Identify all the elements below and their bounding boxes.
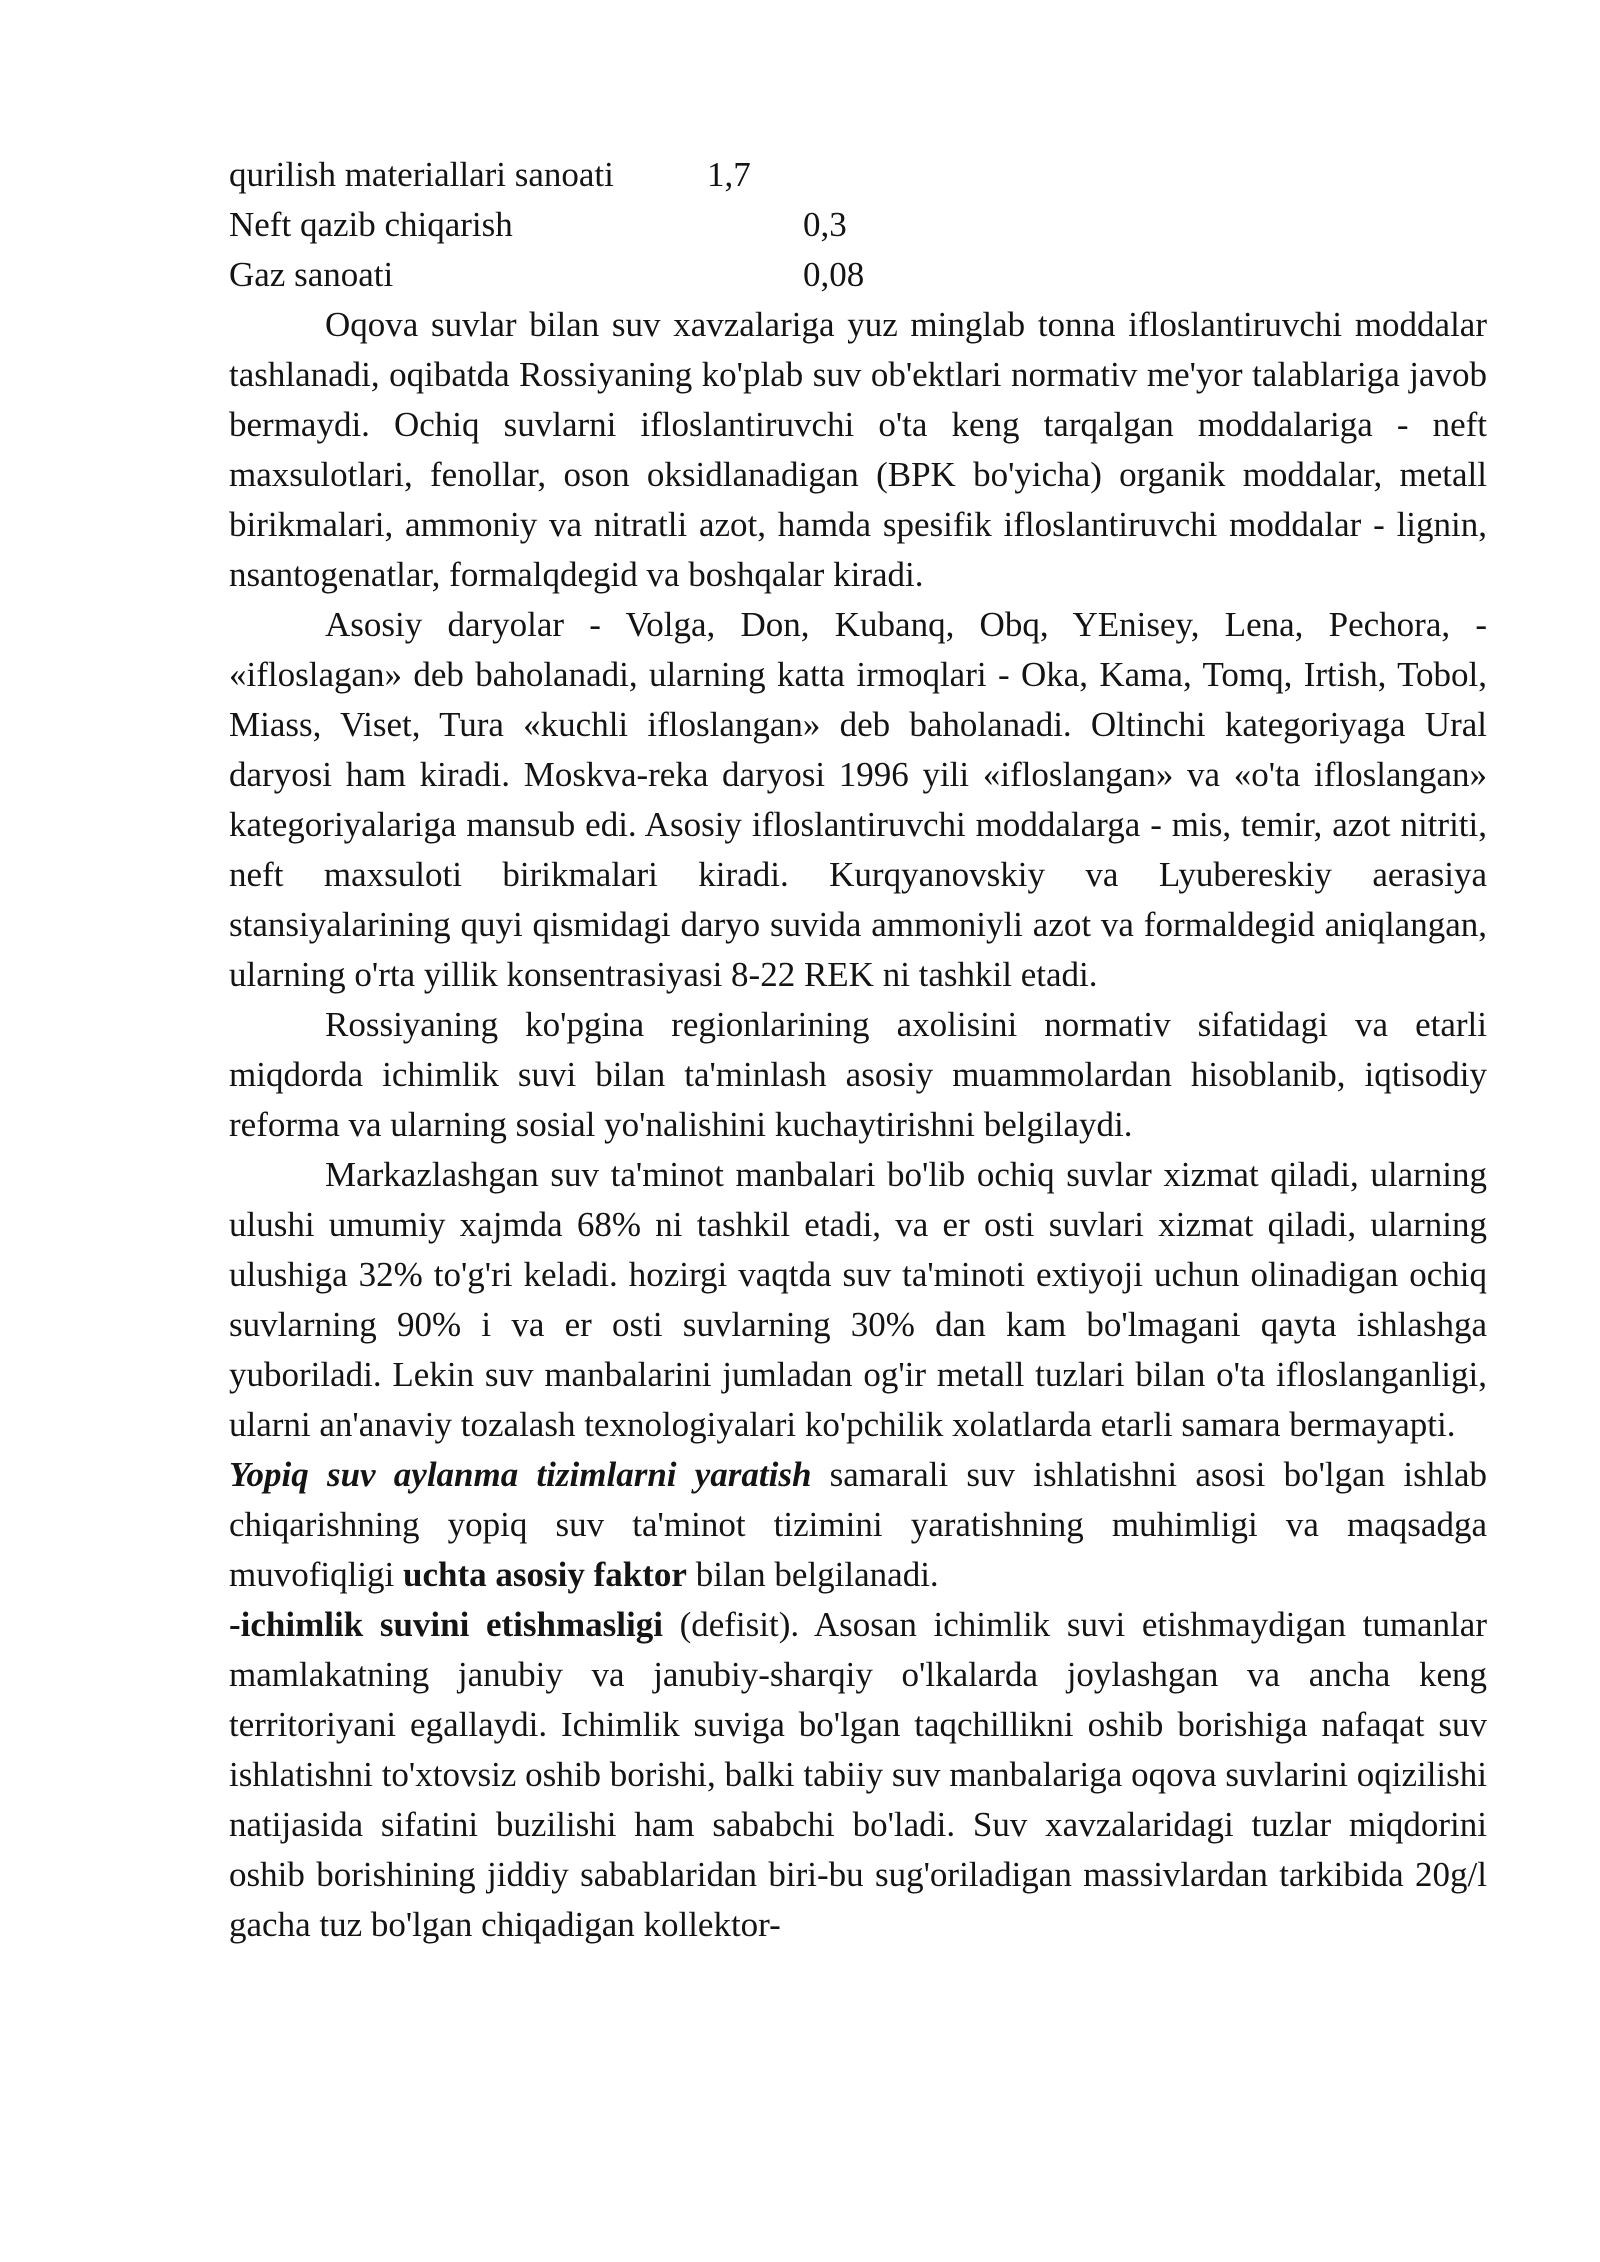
table-row: [229, 250, 1487, 300]
paragraph-water-supply: Markazlashgan suv ta'minot manbalari bo'lib ochiq suvlar xizmat qiladi, ularning ulushi umumiy xajmda 68% ni tashkil etadi, va er osti suvlari xizmat qiladi, ularning ulushiga 32% to'g'ri keladi. hozirgi vaqtda suv ta'minoti extiyoji uchun olinadigan ochiq suvlarning 90% i va er osti suvlarning 30% dan kam bo'lmagani qayta ishlashga yuboriladi. Lekin suv manbalarini jumladan og'ir metall tuzlari bilan o'ta ifloslanganligi, ularni an'anaviy tozalash texnologiyalari ko'pchilik xolatlarda etarli samara bermayapti.: [229, 1155, 1487, 1444]
paragraph-deficit: [229, 1600, 1487, 1950]
paragraph-wastewater: Oqova suvlar bilan suv xavzalariga yuz minglab tonna ifloslantiruvchi moddalar tashlanadi, oqibatda Rossiyaning ko'plab suv ob'ektlari normativ me'yor talablariga javob bermaydi. Ochiq suvlarni ifloslantiruvchi o'ta keng tarqalgan moddalariga - neft maxsulotlari, fenollar, oson oksidlanadigan (BPK bo'yicha) organik moddalar, metall birikmalari, ammoniy va nitratli azot, hamda spesifik ifloslantiruvchi moddalar - lignin, nsantogenatlar, formalqdegid va boshqalar kiradi.: [229, 305, 1487, 594]
row-label: Neft qazib chiqarish: [229, 205, 513, 244]
table-row: [229, 150, 1487, 200]
row-value: 0,3: [803, 205, 847, 244]
paragraph-closed-systems: [229, 1450, 1487, 1600]
row-label: qurilish materiallari sanoati: [229, 155, 614, 194]
emphasis-bold: uchta asosiy faktor: [403, 1555, 687, 1594]
document-page: [229, 150, 1487, 1950]
paragraph-text: samarali suv ishlatishni asosi bo'lgan ishlab chiqarishning yopiq suv ta'minot tizimini yaratishning muhimligi va maqsadga muvofiqligi: [229, 1455, 1487, 1594]
row-value: 0,08: [803, 255, 865, 294]
paragraph-rivers: Asosiy daryolar - Volga, Don, Kubanq, Obq, YEnisey, Lena, Pechora, - «ifloslagan» deb baholanadi, ularning katta irmoqlari - Oka, Kama, Tomq, Irtish, Tobol, Miass, Viset, Tura «kuchli ifloslangan» deb baholanadi. Oltinchi kategoriyaga Ural daryosi ham kiradi. Moskva-reka daryosi 1996 yili «ifloslangan» va «o'ta ifloslangan» kategoriyalariga mansub edi. Asosiy ifloslantiruvchi moddalarga - mis, temir, azot nitriti, neft maxsuloti birikmalari kiradi. Kurqyanovskiy va Lyubereskiy aerasiya stansiyalarining quyi qismidagi daryo suvida ammoniyli azot va formaldegid aniqlangan, ularning o'rta yillik konsentrasiyasi 8-22 REK ni tashkil etadi.: [229, 605, 1487, 994]
emphasis-bold: -ichimlik suvini etishmasligi: [229, 1605, 663, 1644]
emphasis-heading: Yopiq suv aylanma tizimlarni yaratish: [229, 1455, 812, 1494]
paragraph-text: bilan belgilanadi.: [686, 1555, 939, 1594]
paragraph-text: (defisit). Asosan ichimlik suvi etishmaydigan tumanlar mamlakatning janubiy va janubiy-sharqiy o'lkalarda joylashgan va ancha keng territoriyani egallaydi. Ichimlik suviga bo'lgan taqchillikni oshib borishiga nafaqat suv ishlatishni to'xtovsiz oshib borishi, balki tabiiy suv manbalariga oqova suvlarini oqizilishi natijasida sifatini buzilishi ham sababchi bo'ladi. Suv xavzalaridagi tuzlar miqdorini oshib borishining jiddiy sabablaridan biri-bu sug'oriladigan massivlardan tarkibida 20g/l gacha tuz bo'lgan chiqadigan kollektor-: [229, 1605, 1487, 1944]
row-value: 1,7: [707, 155, 751, 194]
table-row: [229, 200, 1487, 250]
row-label: Gaz sanoati: [229, 255, 394, 294]
paragraph-drinking-water: Rossiyaning ko'pgina regionlarining axolisini normativ sifatidagi va etarli miqdorda ichimlik suvi bilan ta'minlash asosiy muammolardan hisoblanib, iqtisodiy reforma va ularning sosial yo'nalishini kuchaytirishni belgilaydi.: [229, 1005, 1487, 1144]
